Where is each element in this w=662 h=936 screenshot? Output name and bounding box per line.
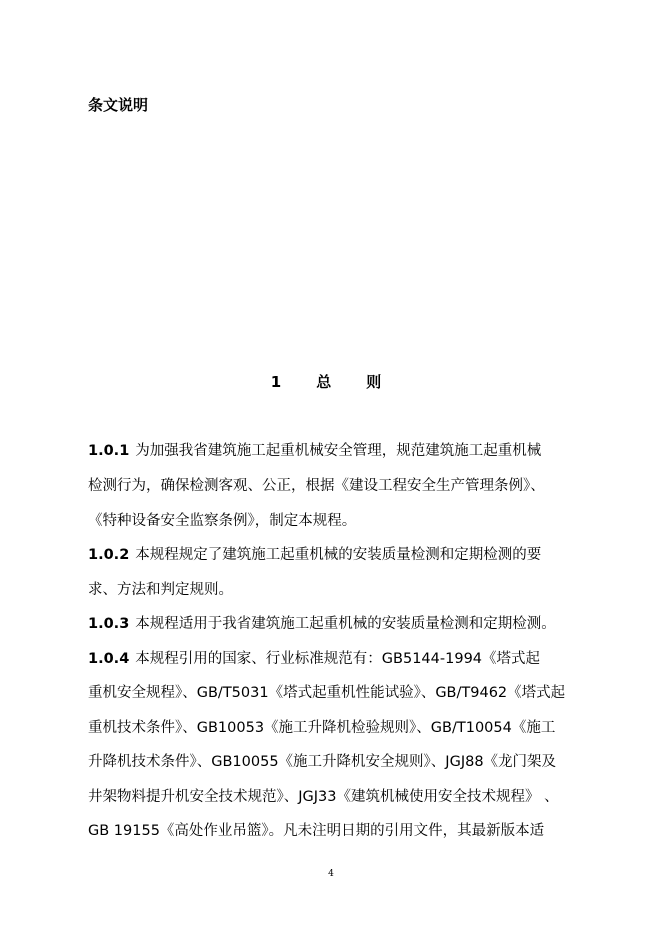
page-number: 4 — [328, 869, 334, 879]
clause-text: 为加强我省建筑施工起重机械安全管理，规范建筑施工起重机械 — [135, 443, 542, 459]
text-line — [88, 787, 559, 807]
clause-text: 《特种设备安全监察条例》，制定本规程。 — [88, 513, 357, 529]
clause-number: 1.0.3 — [88, 616, 130, 632]
clause-number: 1.0.4 — [88, 651, 130, 667]
text-line — [88, 649, 540, 669]
clause-text: 井架物料提升机安全技术规范》、JGJ33《建筑机械使用安全技术规程》 、 — [88, 789, 559, 805]
clause-text: 检测行为，确保检测客观、公正，根据《建设工程安全生产管理条例》、 — [88, 478, 545, 494]
clause-text: 求、方法和判定规则。 — [88, 582, 233, 598]
text-line — [88, 580, 233, 600]
text-line — [88, 752, 556, 772]
clause-text: 升降机技术条件》、GB10055《施工升降机安全规则》、JGJ88《龙门架及 — [88, 754, 557, 770]
clause-text: 重机技术条件》、GB10053《施工升降机检验规则》、GB/T10054《施工 — [88, 720, 556, 736]
text-line — [88, 821, 544, 841]
clause-text: 本规程适用于我省建筑施工起重机械的安装质量检测和定期检测。 — [135, 616, 556, 632]
clause-text: GB 19155《高处作业吊篮》。凡未注明日期的引用文件，其最新版本适 — [88, 823, 545, 839]
section-heading: 条文说明 — [88, 96, 149, 114]
clause-number: 1.0.2 — [88, 547, 130, 563]
text-line — [88, 545, 541, 565]
text-line — [88, 718, 555, 738]
chapter-title: 1 总 则 — [270, 373, 392, 391]
clause-text: 本规程规定了建筑施工起重机械的安装质量检测和定期检测的要 — [135, 547, 542, 563]
clause-number: 1.0.1 — [88, 443, 130, 459]
text-line — [88, 476, 545, 496]
text-line — [88, 683, 565, 703]
text-line — [88, 441, 541, 461]
clause-text: 本规程引用的国家、行业标准规范有：GB5144-1994《塔式起 — [135, 651, 541, 667]
text-line — [88, 511, 356, 531]
text-line — [88, 614, 556, 634]
clause-text: 重机安全规程》、GB/T5031《塔式起重机性能试验》、GB/T9462《塔式起 — [88, 685, 566, 701]
